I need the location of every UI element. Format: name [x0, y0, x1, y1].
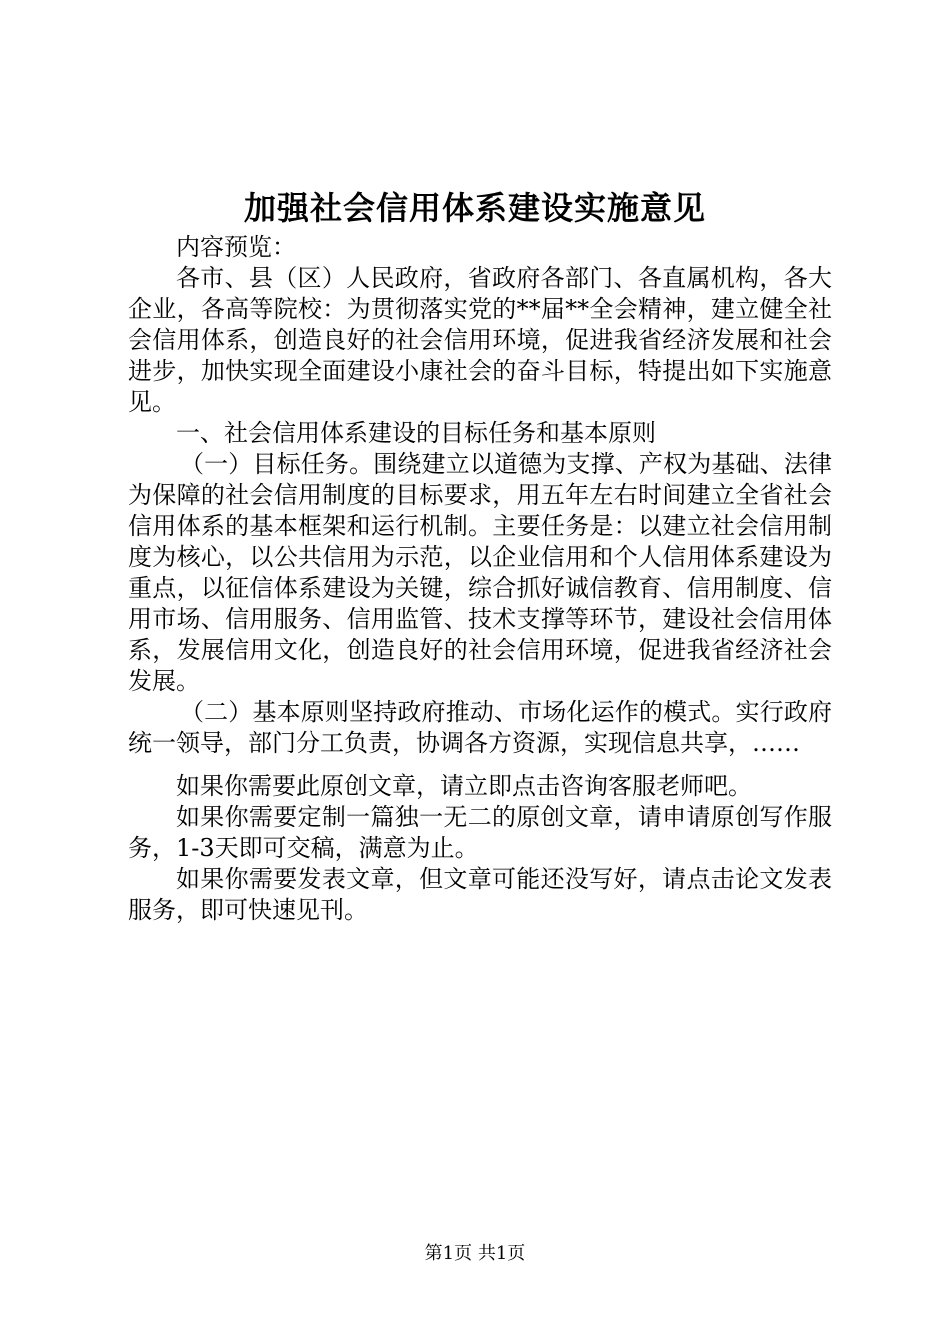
principles-paragraph: （二）基本原则坚持政府推动、市场化运作的模式。实行政府统一领导，部门分工负责，协调各方资源，实现信息共享，……: [128, 698, 832, 757]
goals-paragraph: （一）目标任务。围绕建立以道德为支撑、产权为基础、法律为保障的社会信用制度的目标要求，用五年左右时间建立全省社会信用体系的基本框架和运行机制。主要任务是：以建立社会信用制度为核心，以公共信用为示范，以企业信用和个人信用体系建设为重点，以征信体系建设为关键，综合抓好诚信教育、信用制度、信用市场、信用服务、信用监管、技术支撑等环节，建设社会信用体系，发展信用文化，创造良好的社会信用环境，促进我省经济社会发展。: [128, 450, 832, 695]
custom-writing-paragraph[interactable]: 如果你需要定制一篇独一无二的原创文章，请申请原创写作服务，1-3天即可交稿，满意为止。: [128, 803, 832, 862]
preview-label: 内容预览：: [176, 233, 296, 261]
consult-link-paragraph[interactable]: 如果你需要此原创文章，请立即点击咨询客服老师吧。: [176, 772, 752, 800]
document-body: [128, 232, 832, 926]
page-number-footer: 第1页 共1页: [424, 1243, 526, 1264]
section-heading: 一、社会信用体系建设的目标任务和基本原则: [176, 419, 656, 447]
intro-paragraph: 各市、县（区）人民政府，省政府各部门、各直属机构，各大企业，各高等院校：为贯彻落实党的**届**全会精神，建立健全社会信用体系，创造良好的社会信用环境，促进我省经济发展和社会进步，加快实现全面建设小康社会的奋斗目标，特提出如下实施意见。: [128, 264, 832, 416]
document-title: 加强社会信用体系建设实施意见: [243, 189, 706, 227]
publication-service-paragraph[interactable]: 如果你需要发表文章，但文章可能还没写好，请点击论文发表服务，即可快速见刊。: [128, 865, 832, 924]
